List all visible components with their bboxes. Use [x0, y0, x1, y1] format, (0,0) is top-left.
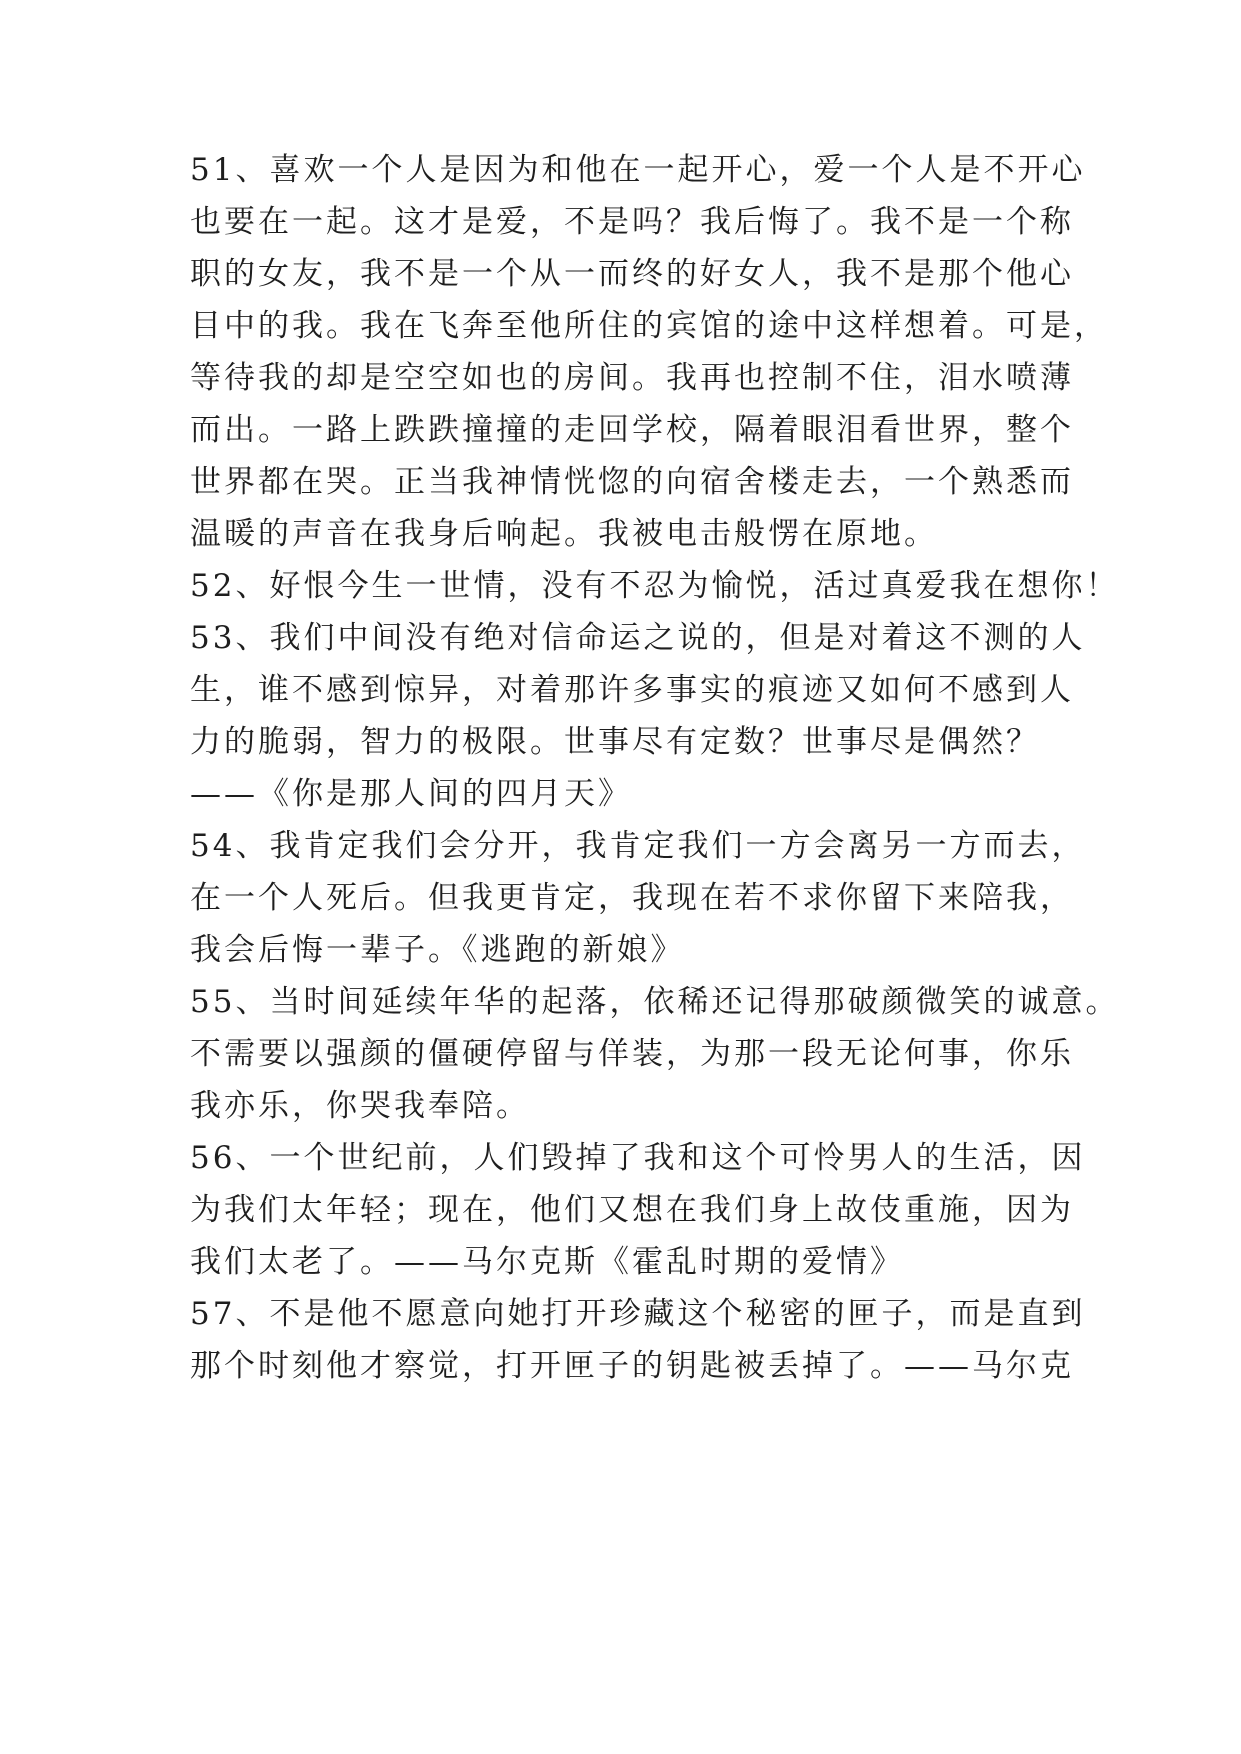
text-line: 我会后悔一辈子。《逃跑的新娘》 — [190, 932, 685, 968]
text-line: 56、一个世纪前，人们毁掉了我和这个可怜男人的生活，因 — [190, 1140, 1086, 1176]
text-line: 不需要以强颜的僵硬停留与佯装，为那一段无论何事，你乐 — [190, 1036, 1074, 1072]
text-line: 54、我肯定我们会分开，我肯定我们一方会离另一方而去， — [190, 828, 1086, 864]
text-line: 55、当时间延续年华的起落，依稀还记得那破颜微笑的诚意。 — [190, 984, 1120, 1020]
text-line: 等待我的却是空空如也的房间。我再也控制不住，泪水喷薄 — [190, 360, 1074, 396]
text-line: ——《你是那人间的四月天》 — [190, 776, 632, 812]
text-line: 职的女友，我不是一个从一而终的好女人，我不是那个他心 — [190, 256, 1074, 292]
text-line: 也要在一起。这才是爱，不是吗？我后悔了。我不是一个称 — [190, 204, 1074, 240]
text-line: 52、好恨今生一世情，没有不忍为愉悦，活过真爱我在想你！ — [190, 568, 1120, 604]
text-line: 在一个人死后。但我更肯定，我现在若不求你留下来陪我， — [190, 880, 1074, 916]
text-line: 为我们太年轻；现在，他们又想在我们身上故伎重施，因为 — [190, 1192, 1074, 1228]
text-line: 世界都在哭。正当我神情恍惚的向宿舍楼走去，一个熟悉而 — [190, 464, 1074, 500]
text-line: 力的脆弱，智力的极限。世事尽有定数？世事尽是偶然？ — [190, 724, 1040, 760]
text-line: 51、喜欢一个人是因为和他在一起开心，爱一个人是不开心 — [190, 152, 1086, 188]
text-line: 我亦乐，你哭我奉陪。 — [190, 1088, 530, 1124]
text-line: 生，谁不感到惊异，对着那许多事实的痕迹又如何不感到人 — [190, 672, 1074, 708]
text-line: 目中的我。我在飞奔至他所住的宾馆的途中这样想着。可是， — [190, 308, 1108, 344]
text-line: 我们太老了。——马尔克斯《霍乱时期的爱情》 — [190, 1244, 904, 1280]
text-line: 温暖的声音在我身后响起。我被电击般愣在原地。 — [190, 516, 938, 552]
text-line: 那个时刻他才察觉，打开匣子的钥匙被丢掉了。——马尔克 — [190, 1348, 1074, 1384]
text-line: 而出。一路上跌跌撞撞的走回学校，隔着眼泪看世界，整个 — [190, 412, 1074, 448]
text-line: 57、不是他不愿意向她打开珍藏这个秘密的匣子，而是直到 — [190, 1296, 1086, 1332]
text-line: 53、我们中间没有绝对信命运之说的，但是对着这不测的人 — [190, 620, 1086, 656]
